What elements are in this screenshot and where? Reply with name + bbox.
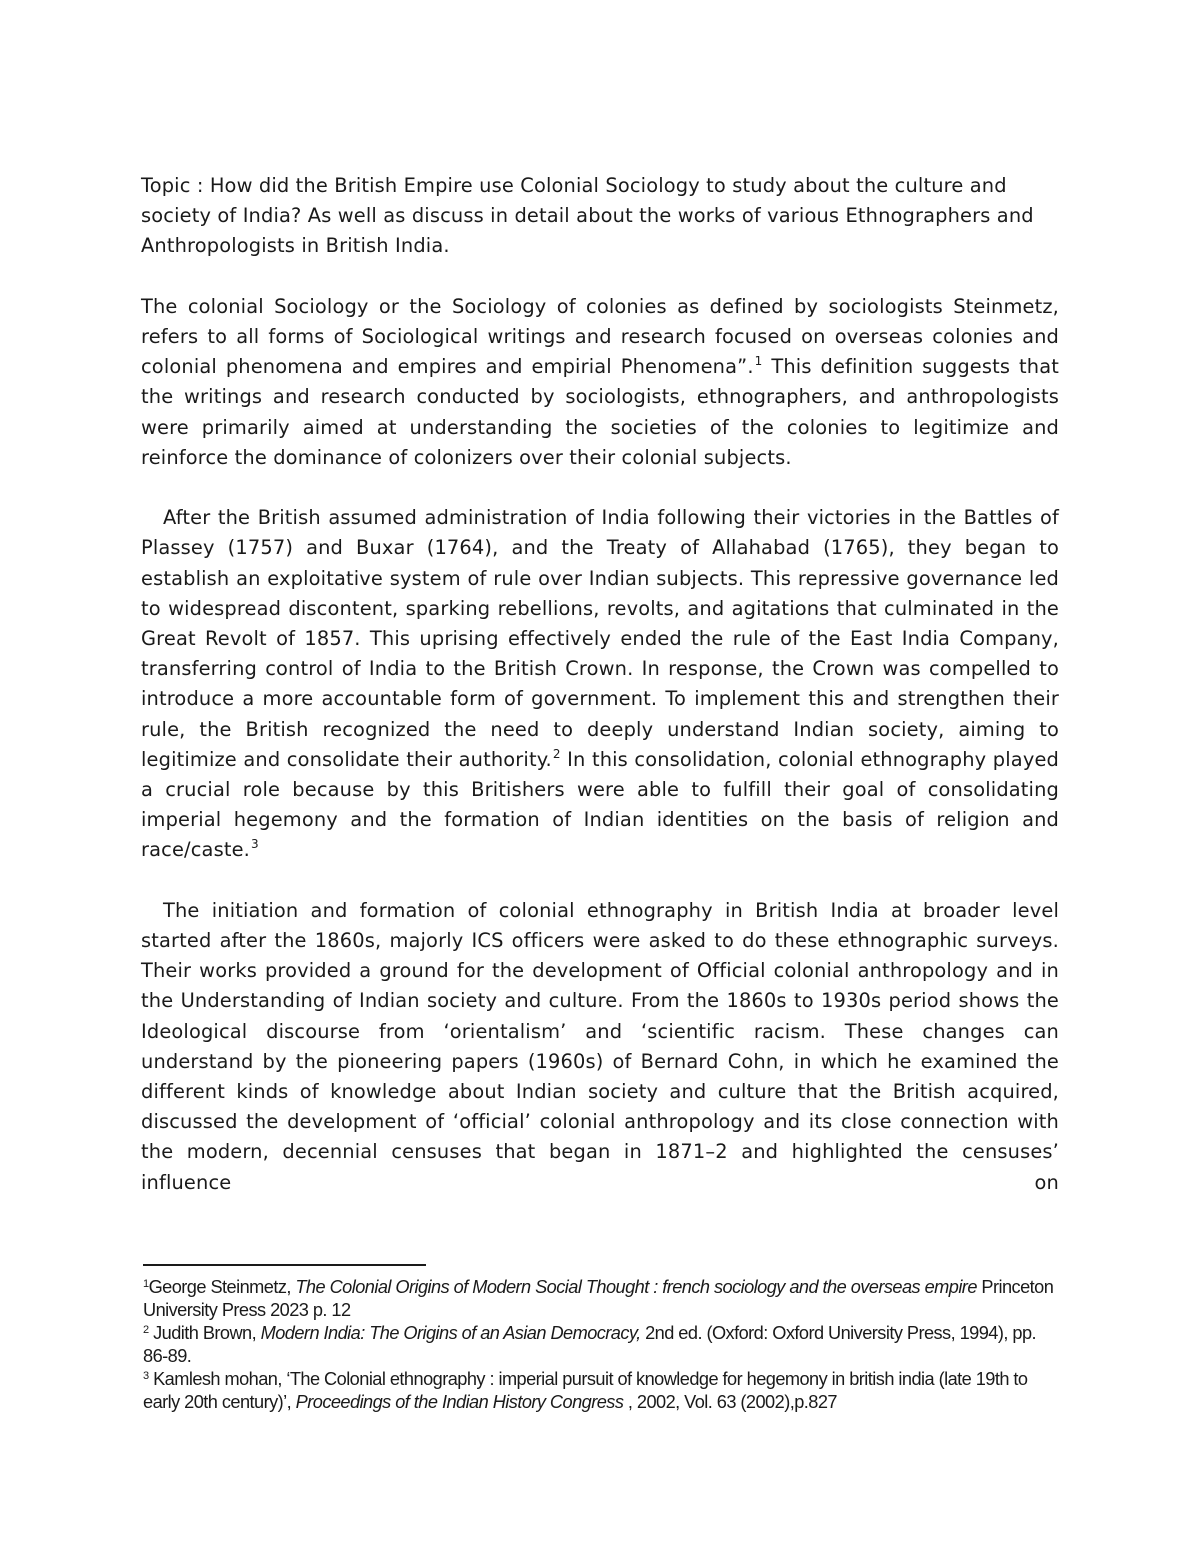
footnote-text: George Steinmetz, <box>148 1277 296 1297</box>
footnote-ref-3[interactable]: 3 <box>250 837 259 852</box>
footnote-2 <box>143 1322 1055 1368</box>
paragraph-ethnography <box>141 896 1059 1198</box>
footnote-text: , 2002, Vol. 63 (2002),p.827 <box>623 1392 837 1412</box>
footnote-title: The Colonial Origins of Modern Social Thought : french sociology and the overseas empire <box>295 1277 977 1297</box>
topic-heading: Topic : How did the British Empire use Colonial Sociology to study about the culture and society of India? As well as discuss in detail about the works of various Ethnographers and Anthropologists in British India. <box>141 174 1034 258</box>
footnote-title: Modern India: The Origins of an Asian Democracy, <box>260 1323 641 1343</box>
footnotes-section <box>143 1276 1055 1414</box>
footnote-number: 2 <box>143 1324 149 1336</box>
paragraph-history <box>141 503 1059 865</box>
footnote-ref-2[interactable]: 2 <box>552 746 561 761</box>
paragraph-definition <box>141 292 1059 473</box>
footnote-1 <box>143 1276 1055 1322</box>
footnote-text: Princeton University Press 2023 p. 12 <box>143 1277 1054 1320</box>
paragraph-text: The colonial Sociology or the Sociology of colonies as defined by sociologists Steinmetz, refers to all forms of Sociological writings and research focused on overseas colonies and colonial phenomena and empires and empirial Phenomena”. <box>141 294 1059 379</box>
document-page <box>141 171 1059 1198</box>
footnote-text: Judith Brown, <box>148 1323 261 1343</box>
footnote-number: 1 <box>143 1278 149 1290</box>
footnote-3 <box>143 1368 1055 1414</box>
paragraph-text: After the British assumed administration of India following their victories in the Battles of Plassey (1757) and Buxar (1764), and the Treaty of Allahabad (1765), they began to establish an exploitative system of rule over Indian subjects. This repressive governance led to widespread discontent, sparking rebellions, revolts, and agitations that culminated in the Great Revolt of 1857. This uprising effectively ended the rule of the East India Company, transferring control of India to the British Crown. In response, the Crown was compelled to introduce a more accountable form of government. To implement this and strengthen their rule, the British recognized the need to deeply understand Indian society, aiming to legitimize and consolidate their authority. <box>141 506 1059 771</box>
footnote-ref-1[interactable]: 1 <box>754 354 763 369</box>
footnote-title: Proceedings of the Indian History Congress <box>295 1392 624 1412</box>
footnote-number: 3 <box>143 1370 149 1382</box>
footnote-separator <box>143 1264 426 1266</box>
paragraph-text: This definition suggests that the writings and research conducted by sociologists, ethnographers, and anthropologists were primarily aimed at understanding the societies of the colonies to legitimize and reinforce the dominance of colonizers over their colonial subjects. <box>141 355 1059 469</box>
paragraph-text: In this consolidation, colonial ethnography played a crucial role because by this Britishers were able to fulfill their goal of consolidating imperial hegemony and the formation of Indian identities on the basis of religion and race/caste. <box>141 747 1059 862</box>
footnote-text: 2nd ed. (Oxford: Oxford University Press, 1994), pp. 86-89. <box>143 1323 1037 1366</box>
paragraph-text: The initiation and formation of colonial ethnography in British India at broader level started after the 1860s, majorly ICS officers were asked to do these ethnographic surveys. Their works provided a ground for the development of Official colonial anthropology and in the Understanding of Indian society and culture. From the 1860s to 1930s period shows the Ideological discourse from ‘orientalism’ and ‘scientific racism. These changes can understand by the pioneering papers (1960s) of Bernard Cohn, in which he examined the different kinds of knowledge about Indian society and culture that the British acquired, discussed the development of ‘official’ colonial anthropology and its close connection with the modern, decennial censuses that began in 1871–2 and highlighted the censuses’ influence on <box>141 898 1059 1194</box>
footnote-text: Kamlesh mohan, ‘The Colonial ethnography : imperial pursuit of knowledge for hegemony in british india (late 19th to early 20th century)’, <box>143 1369 1028 1412</box>
